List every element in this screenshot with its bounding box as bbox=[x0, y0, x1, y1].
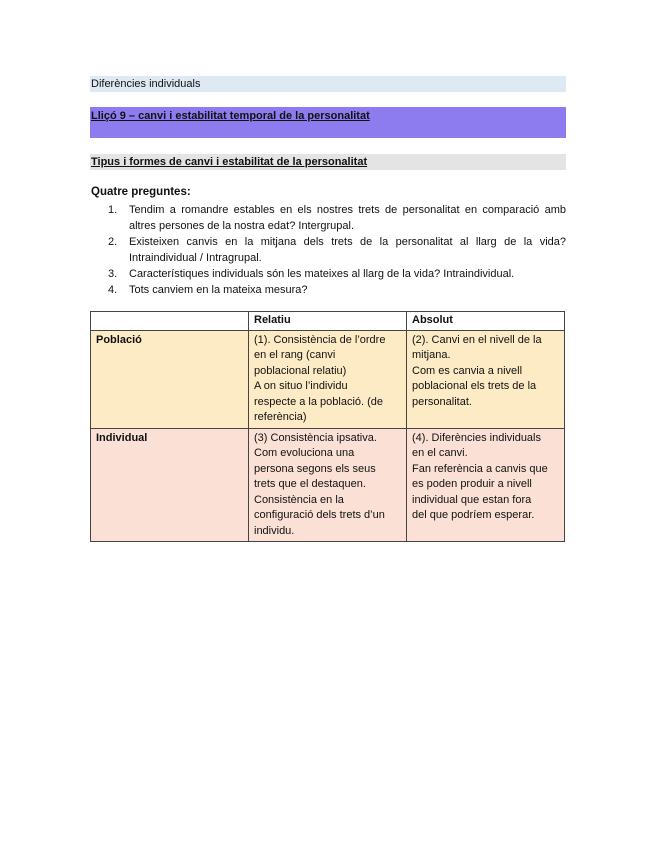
table-cell bbox=[407, 428, 565, 542]
course-title-band bbox=[90, 76, 566, 92]
cell-line: personalitat. bbox=[412, 395, 472, 408]
cell-line: A on situo l’individu bbox=[254, 380, 348, 392]
cell-line: es poden produir a nivell bbox=[412, 478, 532, 490]
lesson-title: Lliçó 9 – canvi i estabilitat temporal de la personalitat bbox=[91, 110, 370, 122]
row-label: Població bbox=[91, 330, 249, 428]
list-item bbox=[90, 282, 566, 298]
cell-line: persona segons els seus bbox=[254, 462, 376, 475]
list-item-text: Existeixen canvis en la mitjana dels trets de la personalitat al llarg de la vida? Intraindividual / Intragrupal. bbox=[129, 236, 566, 264]
list-item-text: Tendim a romandre estables en els nostres trets de personalitat en comparació amb altres persones de la nostra edat? Intergrupal. bbox=[129, 204, 566, 232]
cell-line: individual que estan fora bbox=[412, 493, 532, 506]
list-item-number: 3. bbox=[108, 268, 118, 280]
table-header-cell bbox=[91, 312, 249, 331]
section-title: Tipus i formes de canvi i estabilitat de la personalitat bbox=[91, 156, 368, 168]
cell-line: referència) bbox=[254, 411, 307, 423]
list-item-number: 1. bbox=[108, 204, 118, 216]
questions-list bbox=[90, 202, 566, 298]
cell-line: configuració dels trets d’un bbox=[254, 509, 385, 521]
table-header-row bbox=[91, 312, 565, 331]
table-row bbox=[91, 330, 565, 428]
cell-line: (4). Diferències individuals bbox=[412, 431, 541, 444]
cell-line: Com evoluciona una bbox=[254, 447, 355, 459]
list-item bbox=[90, 202, 566, 234]
table-header-cell: Relatiu bbox=[249, 312, 407, 331]
cell-line: en el canvi. bbox=[412, 447, 468, 459]
cell-line: poblacional els trets de la bbox=[412, 380, 537, 392]
cell-line: (1). Consistència de l’ordre bbox=[254, 333, 386, 346]
row-label: Individual bbox=[91, 428, 249, 542]
lesson-title-band bbox=[90, 107, 566, 138]
cell-line: respecte a la població. (de bbox=[254, 395, 384, 408]
cell-line: Fan referència a canvis que bbox=[412, 462, 548, 475]
table-row bbox=[91, 428, 565, 542]
list-item-text: Tots canviem en la mateixa mesura? bbox=[129, 284, 308, 296]
list-item-text: Característiques individuals són les mateixes al llarg de la vida? Intraindividual. bbox=[129, 268, 515, 280]
cell-line: trets que el destaquen. bbox=[254, 478, 366, 490]
cell-line: Consistència en la bbox=[254, 493, 344, 506]
cell-line: Com es canvia a nivell bbox=[412, 364, 523, 377]
list-item-number: 4. bbox=[108, 284, 118, 296]
section-title-band bbox=[90, 154, 566, 170]
list-item bbox=[90, 234, 566, 266]
list-item bbox=[90, 266, 566, 282]
list-item-number: 2. bbox=[108, 236, 118, 248]
cell-line: en el rang (canvi bbox=[254, 349, 336, 361]
table-header-cell: Absolut bbox=[407, 312, 565, 331]
cell-line: individu. bbox=[254, 524, 295, 537]
change-types-table bbox=[90, 311, 565, 542]
questions-heading: Quatre preguntes: bbox=[91, 186, 191, 198]
cell-line: del que podríem esperar. bbox=[412, 509, 535, 521]
course-title: Diferències individuals bbox=[91, 78, 201, 90]
cell-line: (3) Consistència ipsativa. bbox=[254, 431, 377, 444]
cell-line: (2). Canvi en el nivell de la bbox=[412, 333, 542, 346]
table-cell bbox=[407, 330, 565, 428]
table-cell bbox=[249, 330, 407, 428]
table-cell bbox=[249, 428, 407, 542]
cell-line: mitjana. bbox=[412, 349, 451, 361]
cell-line: poblacional relatiu) bbox=[254, 364, 347, 377]
